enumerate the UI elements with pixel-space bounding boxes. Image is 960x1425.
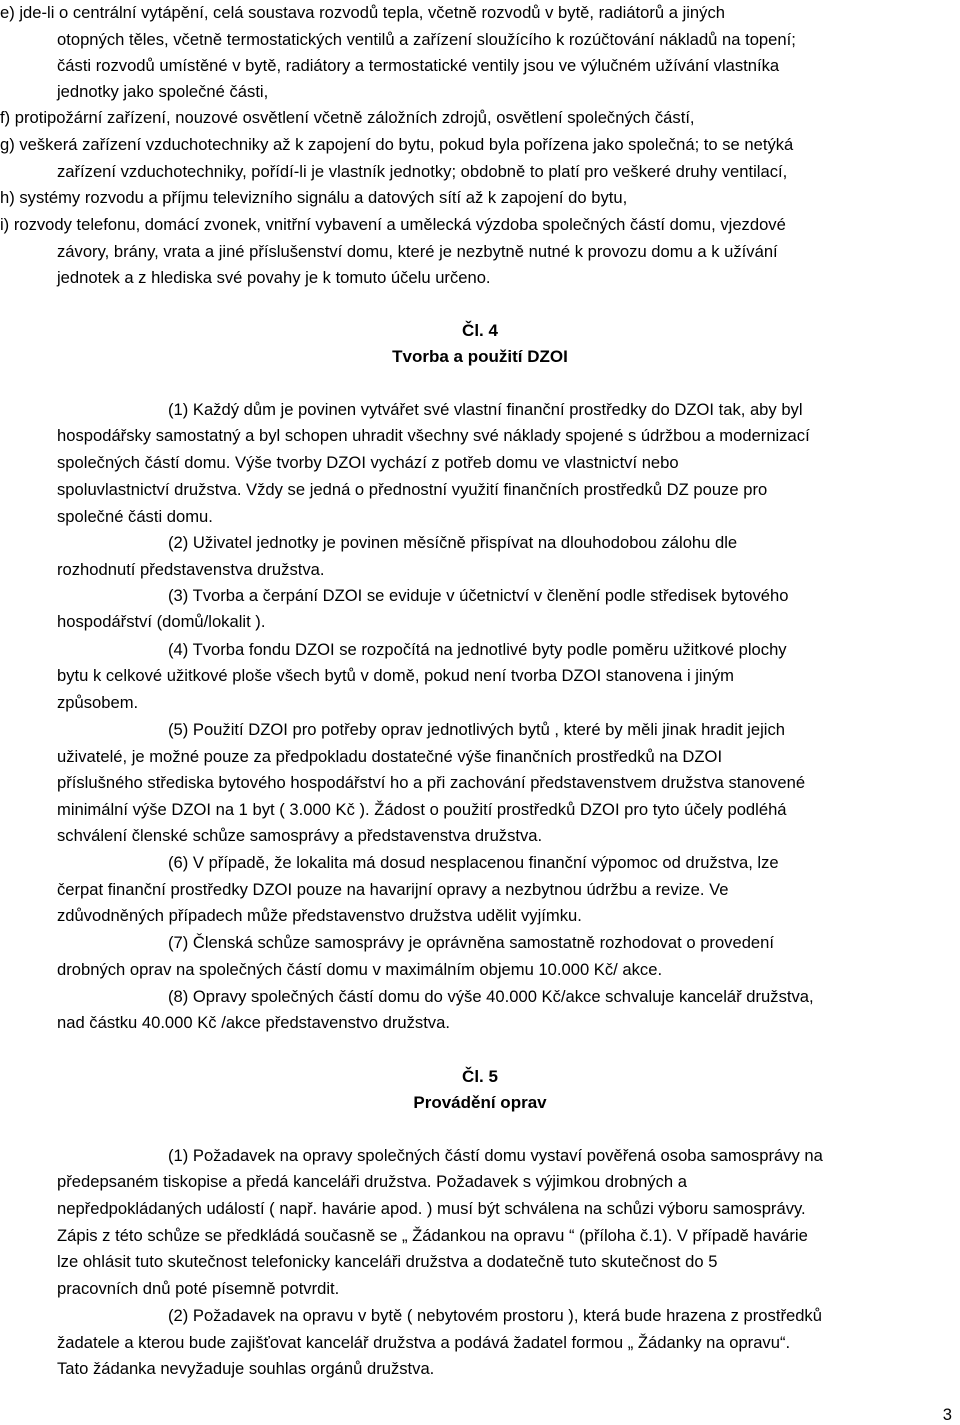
list-item-line: f) protipožární zařízení, nouzové osvětlení včetně záložních zdrojů, osvětlení společných částí,	[0, 108, 695, 127]
article-title: Tvorba a použití DZOI	[392, 347, 568, 366]
list-item-line: závory, brány, vrata a jiné příslušenství domu, které je nezbytně nutné k provozu domu a k užívání	[57, 242, 778, 261]
list-item-line: i) rozvody telefonu, domácí zvonek, vnitřní vybavení a umělecká výzdoba společných částí domu, vjezdové	[0, 215, 786, 234]
paragraph-line: (1) Každý dům je povinen vytvářet své vlastní finanční prostředky do DZOI tak, aby byl	[168, 400, 803, 419]
paragraph-line: (8) Opravy společných částí domu do výše 40.000 Kč/akce schvaluje kancelář družstva,	[168, 987, 814, 1006]
paragraph-line: zdůvodněných případech může představenstvo družstva udělit vyjímku.	[57, 906, 582, 925]
list-item-line: e) jde-li o centrální vytápění, celá soustava rozvodů tepla, včetně rozvodů v bytě, radiátorů a jiných	[0, 3, 725, 22]
page-number: 3	[942, 1405, 952, 1424]
list-item-line: části rozvodů umístěné v bytě, radiátory a termostatické ventily jsou ve výlučném užívání vlastníka	[57, 56, 780, 75]
paragraph-line: žadatele a kterou bude zajišťovat kancelář družstva a podává žadatel formou „ Žádanky na opravu“.	[57, 1333, 791, 1352]
paragraph-line: (2) Požadavek na opravu v bytě ( nebytovém prostoru ), která bude hrazena z prostředků	[168, 1306, 822, 1325]
paragraph-line: schválení členské schůze samosprávy a představenstva družstva.	[57, 826, 543, 845]
paragraph-line: (4) Tvorba fondu DZOI se rozpočítá na jednotlivé byty podle poměru užitkové plochy	[168, 640, 787, 659]
paragraph-line: bytu k celkové užitkové ploše všech bytů v domě, pokud není tvorba DZOI stanovena i jiným	[57, 666, 734, 685]
paragraph-line: způsobem.	[57, 693, 139, 712]
list-item-line: g) veškerá zařízení vzduchotechniky až k zapojení do bytu, pokud byla pořízena jako společná; to se netýká	[0, 135, 794, 154]
paragraph-line: příslušného střediska bytového hospodářství ho a při zachování představenstvem družstva stanovené	[57, 773, 806, 792]
paragraph-line: spoluvlastnictví družstva. Vždy se jedná o přednostní využití finančních prostředků DZ pouze pro	[57, 480, 768, 499]
paragraph-line: drobných oprav na společných částí domu v maximálním objemu 10.000 Kč/ akce.	[57, 960, 663, 979]
paragraph-line: (6) V případě, že lokalita má dosud nesplacenou finanční výpomoc od družstva, lze	[168, 853, 779, 872]
paragraph-line: Tato žádanka nevyžaduje souhlas orgánů družstva.	[57, 1359, 435, 1378]
paragraph-line: (7) Členská schůze samosprávy je oprávněna samostatně rozhodovat o provedení	[168, 933, 775, 952]
paragraph-line: minimální výše DZOI na 1 byt ( 3.000 Kč ). Žádost o použití prostředků DZOI pro tyto účely podléhá	[57, 800, 787, 819]
list-item-line: otopných těles, včetně termostatických ventilů a zařízení sloužícího k rozúčtování nákladů na topení;	[57, 30, 796, 49]
paragraph-line: pracovních dnů poté písemně potvrdit.	[57, 1279, 340, 1298]
paragraph-line: uživatelé, je možné pouze za předpokladu dostatečné výše finančních prostředků na DZOI	[57, 747, 723, 766]
paragraph-line: (3) Tvorba a čerpání DZOI se eviduje v účetnictví v členění podle středisek bytového	[168, 586, 789, 605]
paragraph-line: hospodářství (domů/lokalit ).	[57, 612, 266, 631]
paragraph-line: nad částku 40.000 Kč /akce představenstvo družstva.	[57, 1013, 450, 1032]
paragraph-line: společné části domu.	[57, 507, 213, 526]
paragraph-line: rozhodnutí představenstva družstva.	[57, 560, 325, 579]
paragraph-line: lze ohlásit tuto skutečnost telefonicky kanceláři družstva a dodatečně tuto skutečnost do 5	[57, 1252, 718, 1271]
list-item-line: jednotek a z hlediska své povahy je k tomuto účelu určeno.	[57, 268, 491, 287]
paragraph-line: nepředpokládaných událostí ( např. havárie apod. ) musí být schválena na schůzi výboru samosprávy.	[57, 1199, 806, 1218]
paragraph-line: společných částí domu. Výše tvorby DZOI vychází z potřeb domu ve vlastnictví nebo	[57, 453, 679, 472]
list-item-line: zařízení vzduchotechniky, pořídí-li je vlastník jednotky; obdobně to platí pro veškeré druhy ventilací,	[57, 162, 788, 181]
paragraph-line: (2) Uživatel jednotky je povinen měsíčně přispívat na dlouhodobou zálohu dle	[168, 533, 738, 552]
paragraph-line: Zápis z této schůze se předkládá současně se „ Žádankou na opravu “ (příloha č.1). V případě havárie	[57, 1226, 808, 1245]
article-number: Čl. 5	[462, 1067, 498, 1086]
list-item-line: jednotky jako společné části,	[57, 82, 269, 101]
paragraph-line: čerpat finanční prostředky DZOI pouze na havarijní opravy a nezbytnou údržbu a revize. Ve	[57, 880, 729, 899]
article-number: Čl. 4	[462, 321, 498, 340]
paragraph-line: předepsaném tiskopise a předá kanceláři družstva. Požadavek s výjimkou drobných a	[57, 1172, 687, 1191]
paragraph-line: (1) Požadavek na opravy společných částí domu vystaví pověřená osoba samosprávy na	[168, 1146, 823, 1165]
article-title: Provádění oprav	[413, 1093, 547, 1112]
paragraph-line: hospodářsky samostatný a byl schopen uhradit všechny své náklady spojené s údržbou a modernizací	[57, 426, 810, 445]
paragraph-line: (5) Použití DZOI pro potřeby oprav jednotlivých bytů , které by měli jinak hradit jejich	[168, 720, 785, 739]
list-item-line: h) systémy rozvodu a příjmu televizního signálu a datových sítí až k zapojení do bytu,	[0, 188, 628, 207]
